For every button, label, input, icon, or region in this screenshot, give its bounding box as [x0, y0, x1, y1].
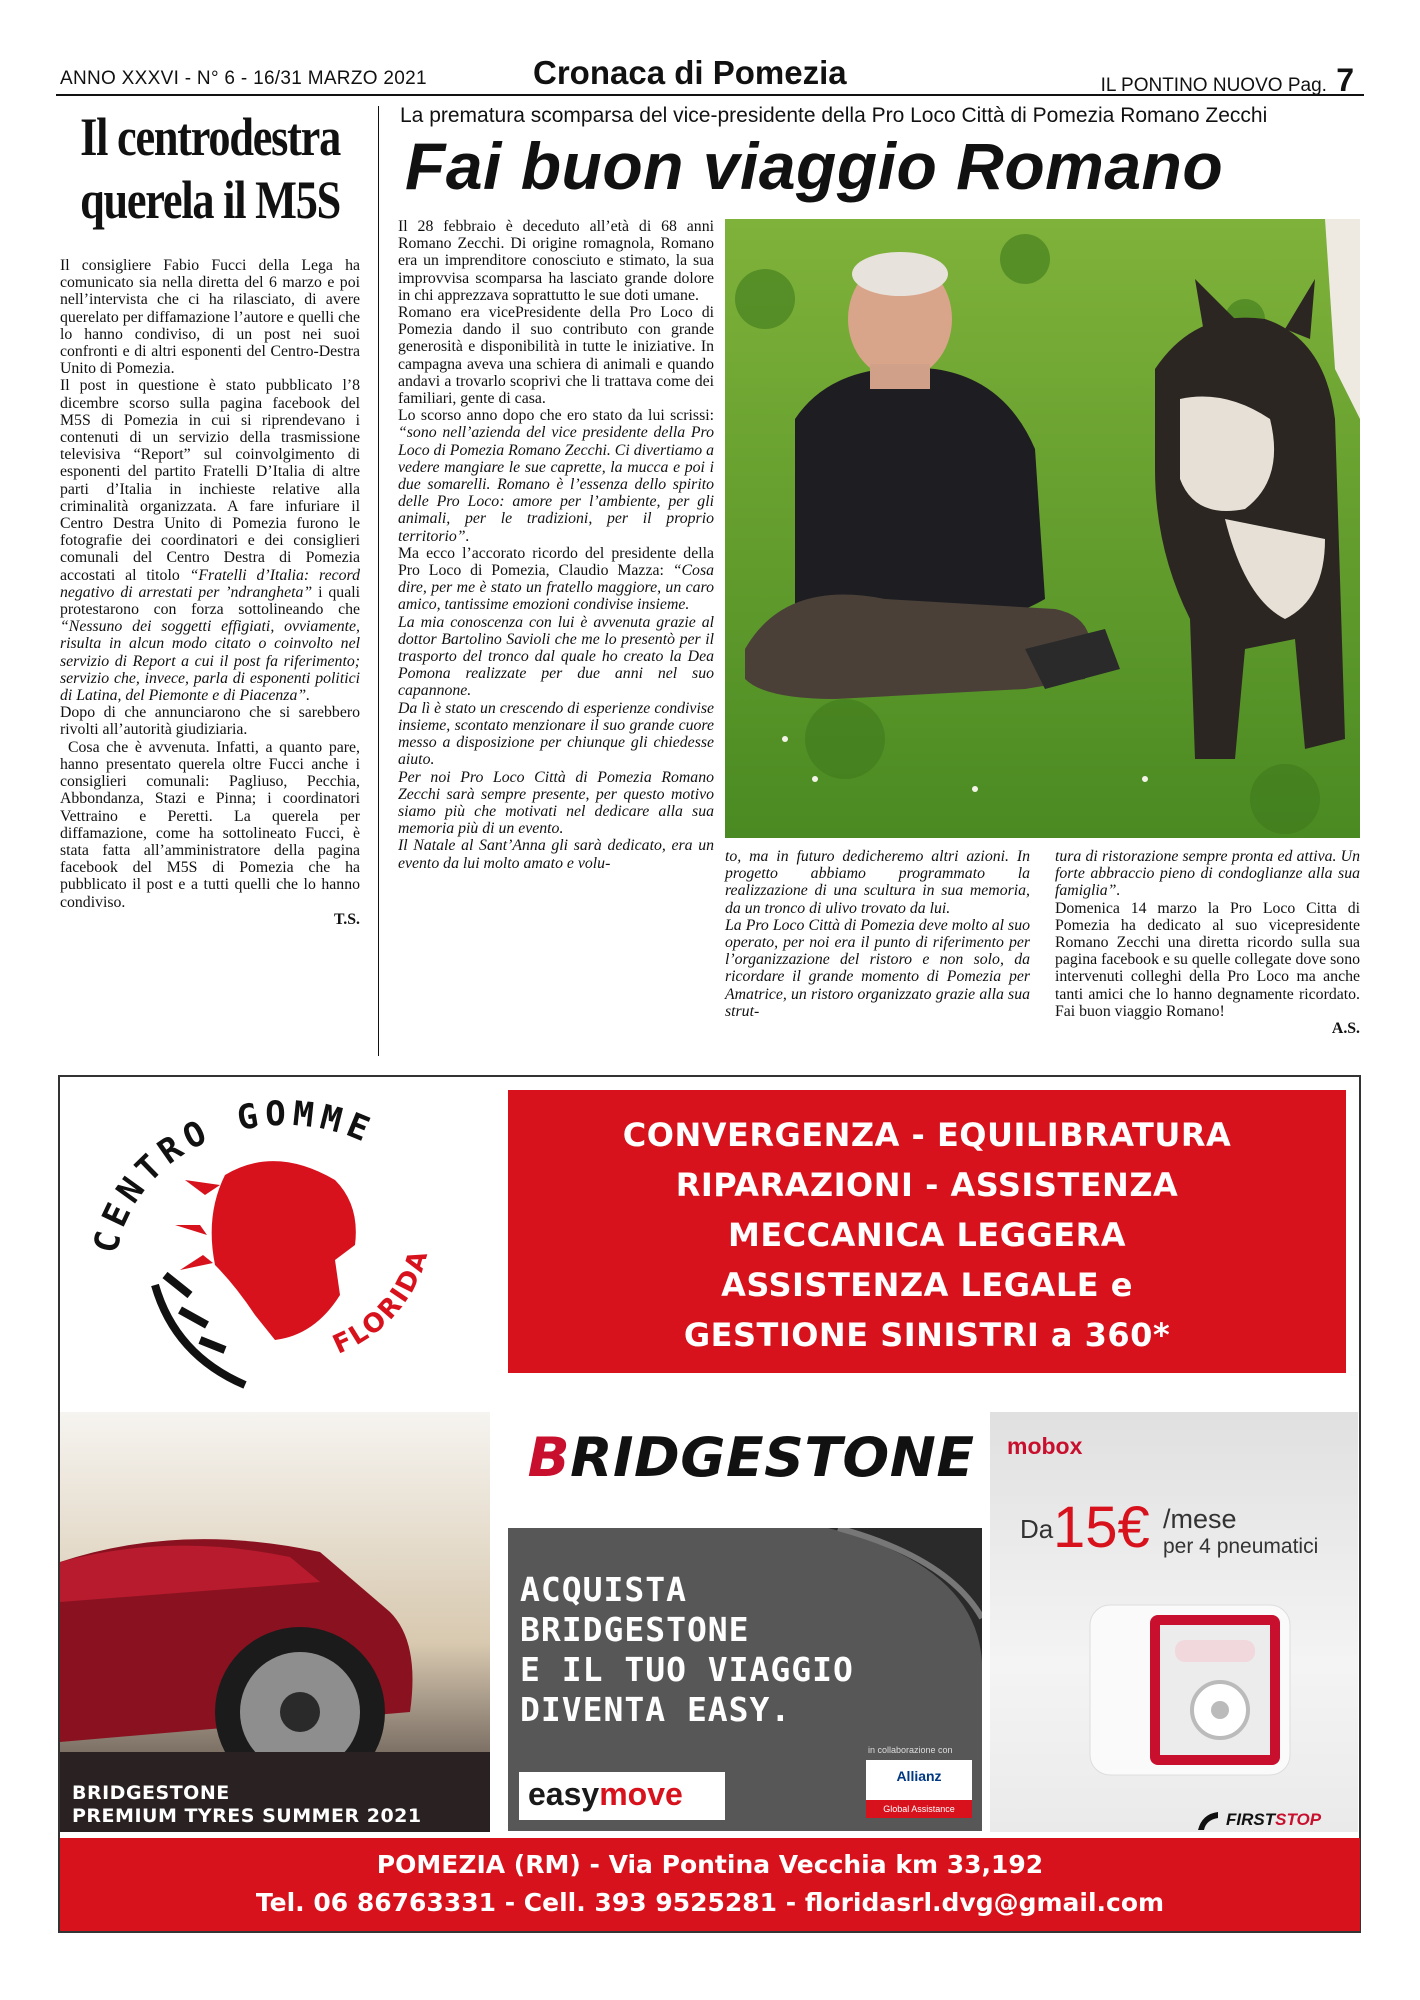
mobox-cube-icon: [1080, 1585, 1300, 1785]
price-subtitle: per 4 pneumatici: [1163, 1535, 1319, 1558]
lion-head-icon: [175, 1161, 356, 1340]
main-col2-p2-quote: La Pro Loco Città di Pomezia deve molto al suo operato, per noi era il punto di riferimento per l’organizzazione del ristoro e non solo, da ricordare il grande momento di Pomezia per Amatrice, un ristoro organizzato grazie alla sua strut-: [725, 916, 1030, 1020]
main-p4-text: Ma ecco l’accorato ricordo del presidente della Pro Loco di Pomezia, Claudio Mazza:: [398, 544, 714, 580]
left-para-4: Cosa che è avvenuta. Infatti, a quanto pare, hanno presentato querela oltre Fucci anche i consiglieri comunali: Pagliuso, Pecchia, Abbondanza, Stazi e Pinna; i coordinatori Vettraino e Peretti. La querela per diffamazione, come ha sottolineato Fucci, è stata fatta all’amministratore della pagina facebook del M5S di Pomezia che ha pubblicato il post e a tutti quelli che lo hanno condiviso.: [60, 738, 360, 911]
left-para-2-text: Il post in questione è stato pubblicato l’8 dicembre scorso sulla pagina facebook del M5S di Pomezia in cui si riprendevano i contenuti di un servizio della trasmissione televisiva “Report” sul coinvolgimento di esponenti del partito Fratelli D’Italia di altre parti d’Italia in inchieste relative alla criminalità organizzata. A fare infuriare il Centro Destra Unito di Pomezia furono le fotografie dei coordinatori e dei consiglieri comunali del Centro Destra di Pomezia accostati al titolo: [60, 377, 360, 584]
main-col-3: [1055, 848, 1360, 1037]
easymove-easy: easy: [528, 1776, 600, 1812]
main-col3-p1: [1055, 848, 1360, 900]
page-label: Pag.: [1287, 75, 1327, 96]
paper-name: IL PONTINO NUOVO: [1100, 75, 1283, 96]
mobox-logo: mobox: [1007, 1433, 1083, 1459]
services-box: [508, 1090, 1346, 1373]
main-p7-quote: Per noi Pro Loco Città di Pomezia Romano Zecchi sarà sempre presente, per questo motivo siamo più che motivati nel dedicare alla sua memoria più di un evento.: [398, 768, 714, 838]
main-p5-quote: La mia conoscenza con lui è avvenuta grazie al dottor Bartolino Savioli che me lo presentò per il trasporto del tronco dal quale ho creato la Dea Pomona realizzate per due anni nel suo capannone.: [398, 613, 714, 700]
firststop-first: FIRST: [1226, 1810, 1276, 1829]
promo-line-2: BRIDGESTONE: [520, 1610, 750, 1649]
main-col2-p1: [725, 848, 1030, 917]
service-line-2: RIPARAZIONI - ASSISTENZA: [675, 1166, 1179, 1204]
car-caption-line2: PREMIUM TYRES SUMMER 2021: [72, 1805, 422, 1827]
left-headline-line1: Il centrodestra: [80, 107, 341, 167]
centro-gomme-logo: [85, 1085, 485, 1405]
svg-text:FLORIDA: [328, 1246, 434, 1361]
main-kicker: La prematura scomparsa del vice-presidente della Pro Loco Città di Pomezia Romano Zecchi: [400, 104, 1268, 127]
left-para-3: Dopo di che annunciarono che si sarebbero rivolti all’autorità giudiziaria.: [60, 704, 360, 739]
main-p2: Romano era vicePresidente della Pro Loco di Pomezia dando il suo contributo con grande generosità e disponibilità in tutte le iniziative. In campagna aveva una schiera di animali e quando andavi a trovarlo scoprivi che li trattava come dei familiari, gente di casa.: [398, 304, 714, 408]
main-p4: [398, 545, 714, 614]
main-p4-quote: “Cosa dire, per me è stato un fratello maggiore, un caro amico, tantissime emozioni condivise insieme.: [398, 562, 715, 614]
firststop-logo: [1226, 1810, 1321, 1830]
service-line-4: ASSISTENZA LEGALE e: [721, 1266, 1133, 1304]
main-p1: Il 28 febbraio è deceduto all’età di 68 anni Romano Zecchi. Di origine romagnola, Romano era un imprenditore conosciuto e stimato, la sua improvvisa scomparsa ha lasciato grande dolore in chi apprezzava soprattutto le sue doti umane.: [398, 218, 714, 304]
service-line-3: MECCANICA LEGGERA: [727, 1216, 1127, 1254]
price-amount: 15€: [1053, 1495, 1150, 1560]
allianz-logo: [866, 1760, 972, 1818]
issue-info: ANNO XXXVI - N° 6 - 16/31 MARZO 2021: [60, 68, 427, 89]
bridgestone-logo: [528, 1426, 975, 1489]
main-p6: [398, 700, 714, 769]
left-para-1: Il consigliere Fabio Fucci della Lega ha comunicato sia nella diretta del 6 marzo e poi nell’intervista che ci ha rilasciato, di avere querelato per diffamazione l’autore e quelli che lo hanno condiviso, di un post nei suoi confronti e di altri esponenti del Centro-Destra Unito di Pomezia.: [60, 257, 360, 378]
firststop-mark-icon: [1196, 1810, 1220, 1832]
page-number: 7: [1336, 62, 1354, 98]
price-from: Da: [1020, 1514, 1054, 1544]
main-p3: [398, 407, 714, 545]
main-col3-p2: Domenica 14 marzo la Pro Loco Citta di Pomezia ha dedicato al suo vicepresidente Romano Zecchi una diretta ricordo sulla sua pagina facebook e su quelle collegate dove sono intervenuti colleghi della Pro Loco ma anche tanti amici che lo hanno degnamente ricordato. Fai buon viaggio Romano!: [1055, 899, 1360, 1020]
bridgestone-rest: RIDGESTONE: [570, 1426, 975, 1489]
promo-line-1: ACQUISTA: [520, 1570, 687, 1609]
main-p8: [398, 837, 714, 871]
red-car-graphic: [60, 1412, 490, 1832]
main-signature: A.S.: [1331, 1020, 1360, 1038]
promo-line-3: E IL TUO VIAGGIO: [520, 1650, 854, 1689]
main-col2-p1-quote: to, ma in futuro dedicheremo altri azioni. In progetto abbiamo programmato la realizzazione di una scultura in sua memoria, da un tronco di ulivo trovato da lui.: [725, 848, 1030, 917]
allianz-name: Allianz: [896, 1768, 942, 1784]
collab-caption: in collaborazione con: [868, 1745, 953, 1755]
photo-man-and-dog: [725, 219, 1360, 838]
easymove-move: move: [599, 1776, 683, 1812]
mobox-cube: [1080, 1585, 1300, 1785]
price-period: /mese: [1163, 1504, 1237, 1534]
masthead-rule: [56, 94, 1364, 96]
allianz-subtitle: Global Assistance: [866, 1800, 972, 1818]
promo-line-4: DIVENTA EASY.: [520, 1690, 792, 1729]
tyre-arc-icon: [155, 1275, 245, 1385]
main-col-2: [725, 848, 1030, 1020]
left-para-2-mid: i quali protestarono con forza sottolineando che: [60, 583, 360, 619]
left-para-2: [60, 377, 360, 704]
logo-arc-bottom: FLORIDA: [328, 1245, 435, 1361]
left-headline: [60, 106, 360, 232]
main-p3-quote: “sono nell’azienda del vice presidente della Pro Loco di Pomezia Romano Zecchi. Ci divertiamo a vedere mangiare le sue caprette, la mucca e poi i due somarelli. Romano è l’essenza dello spirito delle Pro Loco: amore per l’ambiente, per gli animali, per le tradizioni, per il proprio territorio”.: [398, 424, 714, 545]
main-p7: [398, 769, 714, 838]
service-line-1: CONVERGENZA - EQUILIBRATURA: [622, 1116, 1232, 1154]
left-signature: T.S.: [333, 910, 360, 928]
left-headline-line2: querela il M5S: [80, 170, 341, 230]
section-title: Cronaca di Pomezia: [533, 54, 847, 91]
main-p8-quote: Il Natale al Sant’Anna gli sarà dedicato, era un evento da lui molto amato e volu-: [398, 837, 714, 872]
main-p6-quote: Da lì è stato un crescendo di esperienze condivise insieme, scontato menzionare il suo grande cuore messo a disposizione per chiunque gli chiedesse aiuto.: [398, 699, 714, 769]
left-quote-1: “Fratelli d’Italia: record negativo di arrestati per ’ndrangheta”: [60, 566, 360, 601]
promo-text: [520, 1570, 854, 1730]
left-article-body: [60, 257, 360, 928]
main-col-1: [398, 218, 714, 872]
car-image: [60, 1412, 490, 1832]
car-caption: [72, 1782, 422, 1828]
contacts-line: Tel. 06 86763331 - Cell. 393 9525281 - floridasrl.dvg@gmail.com: [255, 1888, 1165, 1917]
column-divider: [378, 106, 379, 1056]
main-p3-text: Lo scorso anno dopo che ero stato da lui scrissi:: [398, 407, 714, 425]
main-headline: Fai buon viaggio Romano: [405, 129, 1224, 203]
article-photo: [725, 219, 1360, 838]
bridgestone-b: B: [527, 1426, 571, 1489]
service-line-5: GESTIONE SINISTRI a 360*: [683, 1316, 1171, 1354]
logo-arc-top: CENTRO GOMME: [85, 1093, 381, 1258]
logo-graphic: [85, 1085, 485, 1405]
main-col3-p1-quote: tura di ristorazione sempre pronta ed attiva. Un forte abbraccio pieno di condoglianze alla sua famiglia”.: [1055, 848, 1360, 900]
contact-bar: [60, 1838, 1360, 1931]
car-caption-line1: BRIDGESTONE: [72, 1782, 230, 1804]
firststop-stop: STOP: [1275, 1810, 1322, 1829]
easymove-logo: [528, 1776, 683, 1813]
main-p5: [398, 614, 714, 700]
address-line: POMEZIA (RM) - Via Pontina Vecchia km 33,192: [376, 1850, 1044, 1879]
left-quote-2: “Nessuno dei soggetti effigiati, ovviamente, risulta in alcun modo citato o coinvolto nel servizio di Report a cui il post fa riferimento; servizio che, invece, parla di esponenti politici di Latina, del Piemonte e di Piacenza”.: [60, 618, 360, 705]
main-col2-p2: [725, 917, 1030, 1020]
